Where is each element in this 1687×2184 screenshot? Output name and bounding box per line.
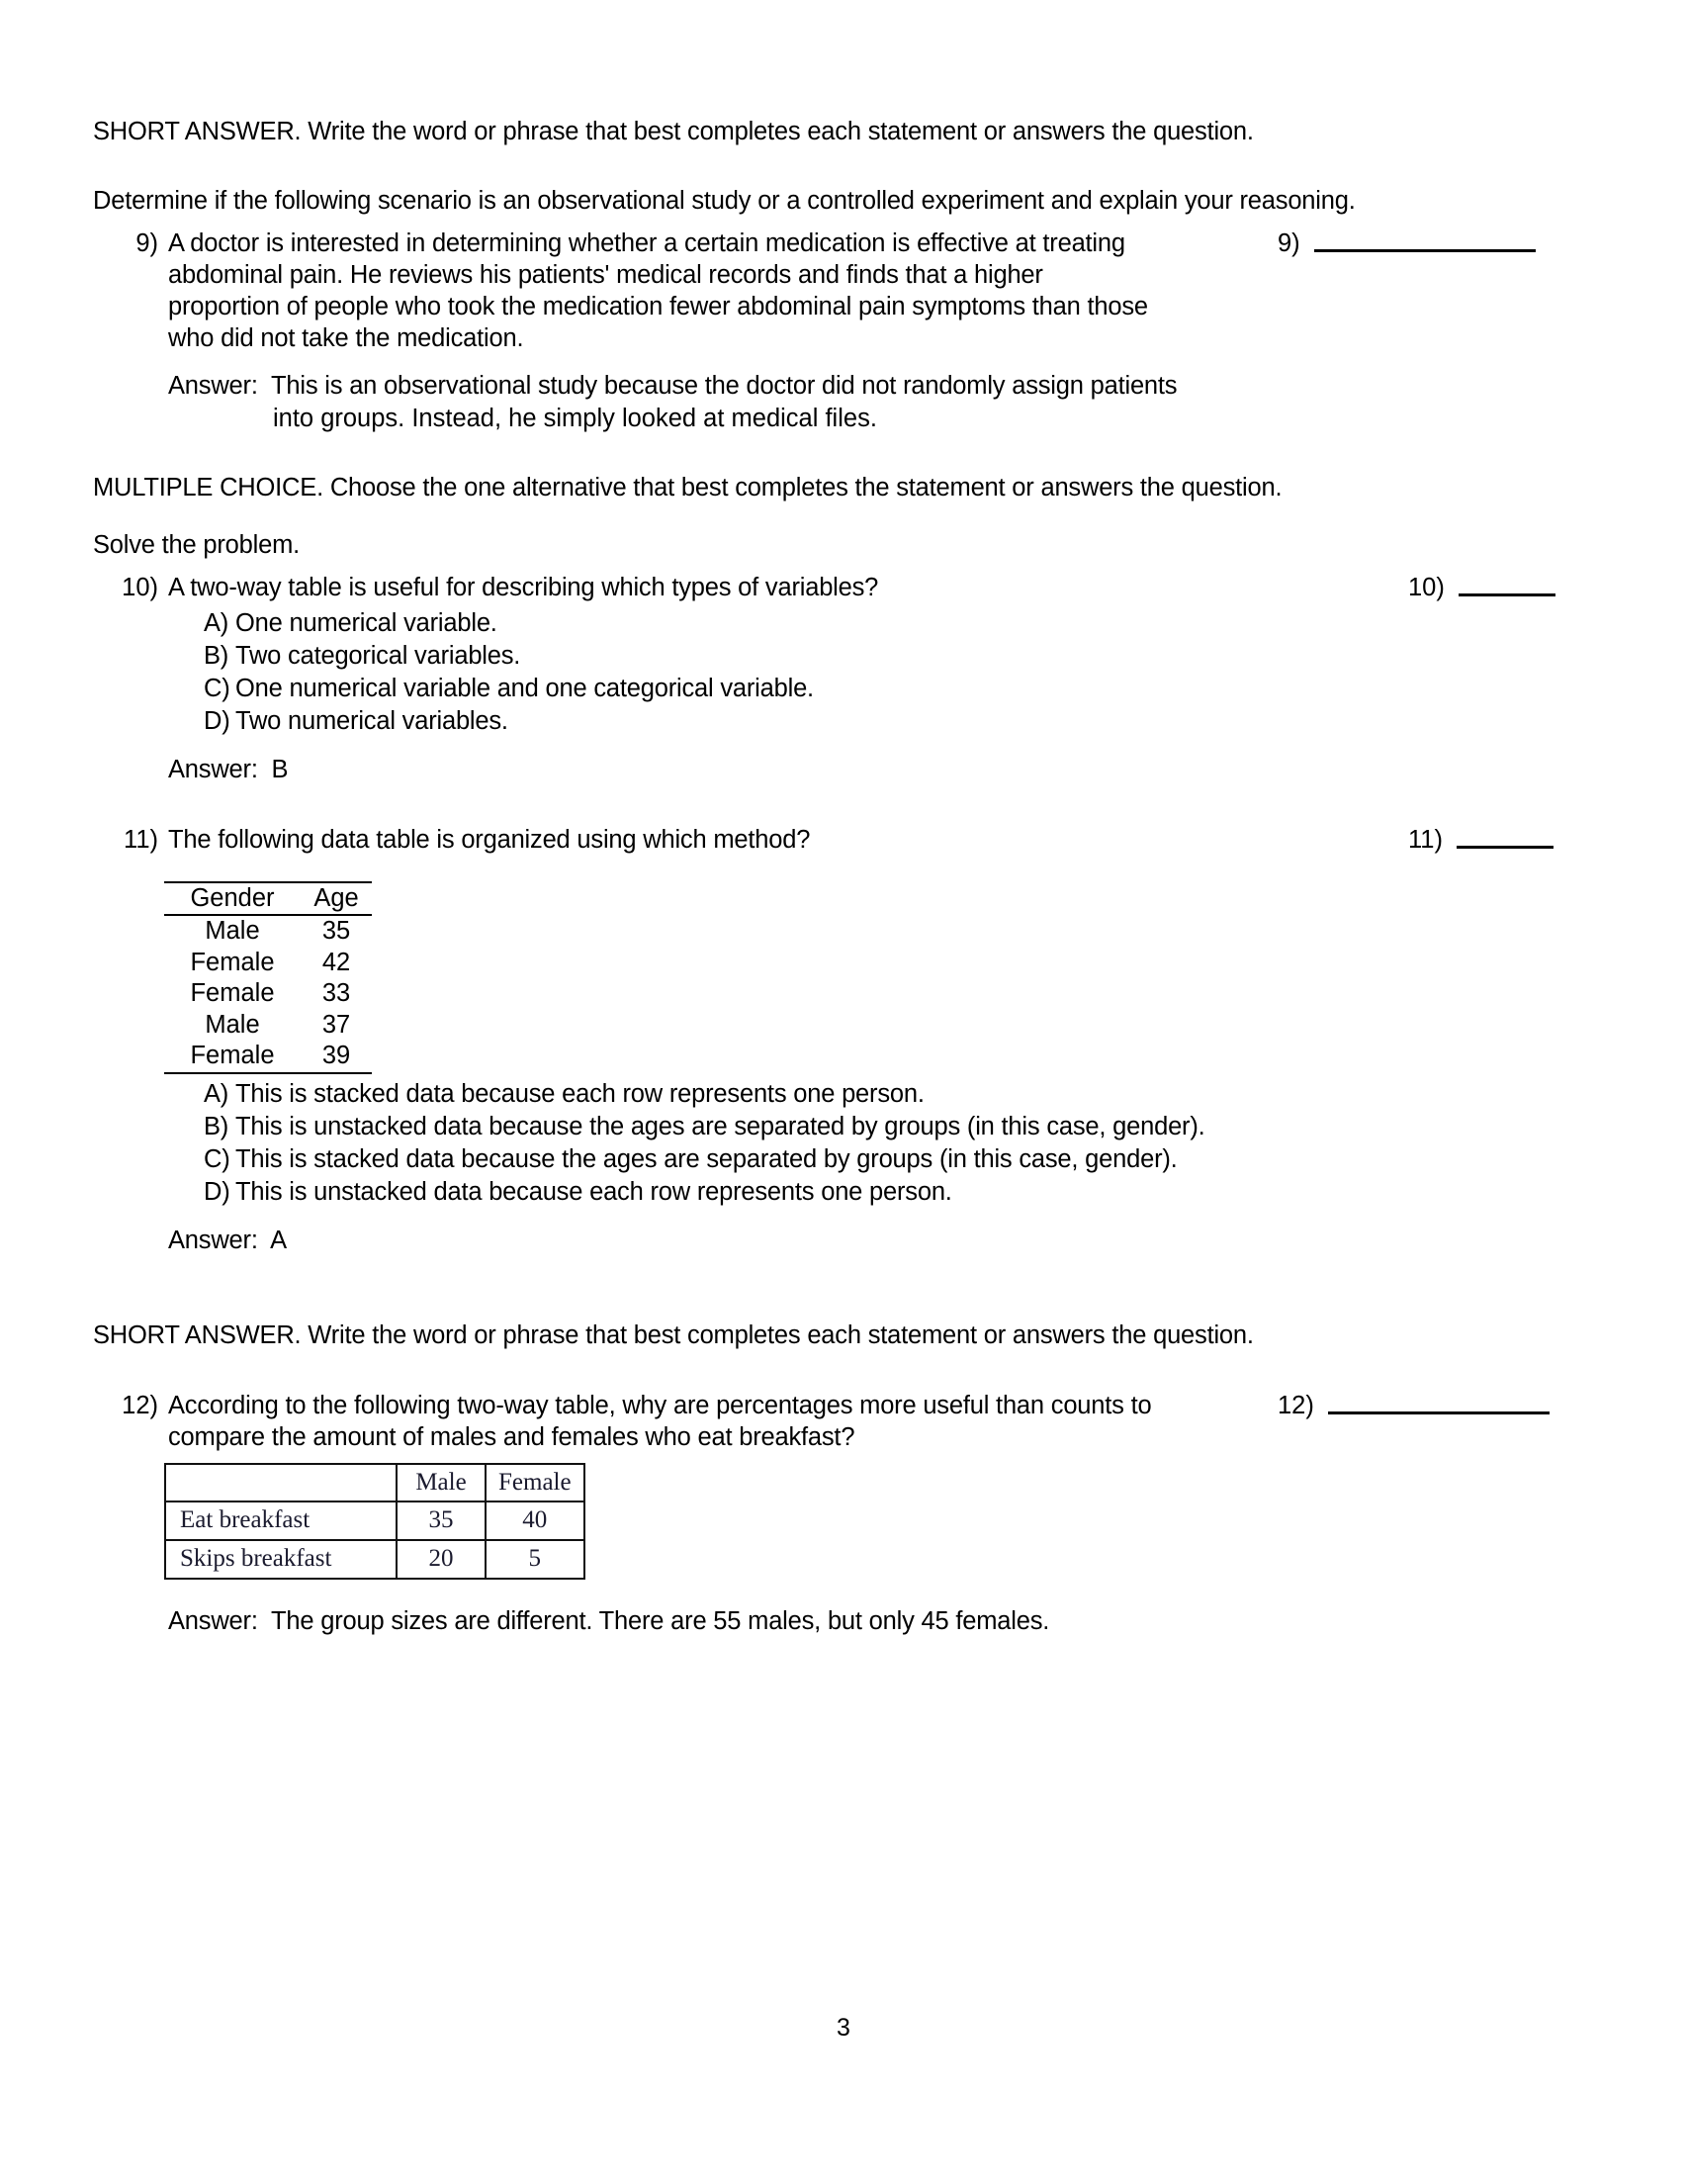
question-11-answer-value: A — [270, 1226, 287, 1254]
table-row — [165, 1502, 584, 1540]
question-10-choice-d-text: Two numerical variables. — [235, 706, 508, 735]
question-9-number: 9) — [135, 228, 158, 257]
question-10-choices — [204, 607, 1187, 738]
gender-age-cell-gender: Female — [190, 948, 275, 976]
question-11-choice-b[interactable] — [204, 1111, 1205, 1143]
question-11-answer — [168, 1225, 1187, 1257]
question-10-choice-b-label: B) — [204, 641, 229, 670]
question-10-choice-a-text: One numerical variable. — [235, 608, 497, 637]
gender-age-table-header-age: Age — [301, 882, 372, 916]
question-12-answer-text-1: The group sizes are different. There are 55 males, but only 45 females. — [271, 1606, 1050, 1635]
gender-age-cell-age: 33 — [321, 979, 351, 1008]
gender-age-table — [164, 881, 372, 1074]
question-10-answer-label: Answer: — [168, 755, 258, 783]
table-row — [164, 1010, 372, 1042]
question-12-line-1: According to the following two-way table, why are percentages more useful than counts to — [168, 1391, 1152, 1419]
question-9-answer — [168, 370, 1187, 435]
question-10-number: 10) — [122, 573, 158, 601]
question-9 — [93, 228, 1576, 354]
question-10-choice-b[interactable] — [204, 640, 1187, 673]
question-10-choice-d-label: D) — [204, 706, 230, 735]
question-9-line-4: who did not take the medication. — [168, 323, 524, 352]
directions-solve-the-problem: Solve the problem. — [93, 530, 301, 559]
question-9-line-1: A doctor is interested in determining whether a certain medication is effective at treating — [168, 228, 1125, 257]
question-12-answer — [168, 1605, 1187, 1638]
question-9-answer-line-2: into groups. Instead, he simply looked at medical files. — [273, 404, 877, 432]
table-row — [165, 1540, 584, 1579]
answer-blank-12-rule[interactable] — [1328, 1390, 1550, 1414]
breakfast-table-eat-female: 40 — [486, 1502, 584, 1540]
question-10 — [93, 572, 1576, 738]
question-10-choice-d[interactable] — [204, 705, 1187, 738]
table-row — [164, 948, 372, 979]
section-heading-short-answer-1: SHORT ANSWER. Write the word or phrase that best completes each statement or answers the question. — [93, 118, 1254, 145]
question-11-answer-label: Answer: — [168, 1226, 258, 1254]
question-9-line-3: proportion of people who took the medication fewer abdominal pain symptoms than those — [168, 292, 1148, 320]
breakfast-table-row-label-skips: Skips breakfast — [165, 1540, 397, 1579]
question-9-answer-line-1 — [168, 370, 1187, 403]
question-11-choice-d[interactable] — [204, 1176, 1187, 1209]
question-10-answer-value: B — [271, 755, 289, 783]
question-11-line-1: The following data table is organized using which method? — [168, 825, 811, 854]
question-10-choice-a[interactable] — [204, 607, 1187, 640]
answer-blank-10-rule[interactable] — [1459, 572, 1555, 596]
gender-age-cell-gender: Female — [190, 979, 275, 1008]
answer-blank-11[interactable] — [1408, 824, 1554, 856]
directions-observational-study: Determine if the following scenario is an observational study or a controlled experiment and explain your reasoning. — [93, 186, 1356, 215]
question-11-choice-d-label: D) — [204, 1177, 230, 1206]
question-11-choice-b-label: B) — [204, 1112, 229, 1140]
question-11-choice-c-text: This is stacked data because the ages are separated by groups (in this case, gender). — [235, 1144, 1178, 1173]
question-11-choice-c-label: C) — [204, 1144, 230, 1173]
gender-age-table-header-gender: Gender — [164, 882, 301, 916]
gender-age-cell-age: 39 — [301, 1041, 372, 1073]
page-number: 3 — [837, 2014, 850, 2042]
question-10-choice-b-text: Two categorical variables. — [235, 641, 521, 670]
breakfast-table-header-female: Female — [486, 1464, 584, 1502]
gender-age-cell-gender: Female — [164, 1041, 301, 1073]
breakfast-table-header-row — [165, 1464, 584, 1502]
section-heading-short-answer-2: SHORT ANSWER. Write the word or phrase that best completes each statement or answers the question. — [93, 1320, 1254, 1349]
question-10-choice-c-label: C) — [204, 674, 230, 702]
answer-blank-12[interactable] — [1278, 1390, 1550, 1421]
question-10-choice-c[interactable] — [204, 673, 1187, 705]
gender-age-cell-age: 42 — [321, 948, 351, 976]
question-9-answer-text-1: This is an observational study because the doctor did not randomly assign patients — [271, 371, 1178, 400]
table-row — [164, 915, 372, 948]
question-12 — [93, 1390, 1576, 1453]
gender-age-cell-age: 35 — [321, 917, 351, 946]
question-10-line-1: A two-way table is useful for describing which types of variables? — [168, 573, 879, 601]
question-11-choice-a-label: A) — [204, 1079, 229, 1108]
breakfast-table-skips-female: 5 — [486, 1540, 584, 1579]
section-heading-multiple-choice: MULTIPLE CHOICE. Choose the one alternative that best completes the statement or answers the question. — [93, 473, 1283, 501]
question-12-number: 12) — [122, 1391, 158, 1419]
breakfast-two-way-table — [164, 1463, 585, 1580]
gender-age-cell-gender: Male — [205, 917, 260, 946]
question-10-choice-c-text: One numerical variable and one categorical variable. — [235, 674, 814, 702]
breakfast-table-header-male: Male — [397, 1464, 486, 1502]
question-9-answer-label: Answer: — [168, 371, 258, 400]
question-11-choices-wrap — [168, 1078, 1205, 1209]
breakfast-table-row-label-eat: Eat breakfast — [165, 1502, 397, 1540]
question-12-line-2: compare the amount of males and females who eat breakfast? — [168, 1422, 855, 1451]
question-11-choice-c[interactable] — [204, 1143, 1187, 1176]
answer-blank-9[interactable] — [1278, 228, 1536, 259]
gender-age-table-header-row — [164, 882, 372, 916]
question-11-choice-b-text: This is unstacked data because the ages are separated by groups (in this case, gender). — [235, 1112, 1205, 1140]
question-10-answer — [168, 754, 1187, 786]
gender-age-cell-age: 37 — [321, 1010, 351, 1039]
question-11-choice-d-text: This is unstacked data because each row represents one person. — [235, 1177, 952, 1206]
question-11 — [93, 824, 1576, 856]
breakfast-table-corner-cell — [165, 1464, 397, 1502]
table-row — [164, 978, 372, 1010]
answer-blank-9-number: 9) — [1278, 228, 1300, 257]
page-content — [93, 117, 1576, 1638]
gender-age-cell-gender: Male — [205, 1010, 260, 1039]
answer-blank-12-number: 12) — [1278, 1391, 1314, 1419]
answer-blank-11-number: 11) — [1408, 825, 1443, 854]
answer-blank-11-rule[interactable] — [1457, 824, 1554, 849]
question-9-line-2: abdominal pain. He reviews his patients' medical records and finds that a higher — [168, 260, 1043, 289]
table-row — [164, 1041, 372, 1073]
question-12-answer-label: Answer: — [168, 1606, 258, 1635]
question-11-choice-a-text: This is stacked data because each row represents one person. — [235, 1079, 925, 1108]
question-11-number: 11) — [124, 825, 158, 854]
answer-blank-9-rule[interactable] — [1314, 228, 1536, 252]
answer-blank-10-number: 10) — [1408, 573, 1445, 601]
question-11-choices — [204, 1078, 1205, 1209]
breakfast-table-eat-male: 35 — [397, 1502, 486, 1540]
question-11-choice-a[interactable] — [204, 1078, 1187, 1111]
question-10-choice-a-label: A) — [204, 608, 229, 637]
answer-blank-10[interactable] — [1408, 572, 1555, 603]
breakfast-table-skips-male: 20 — [397, 1540, 486, 1579]
